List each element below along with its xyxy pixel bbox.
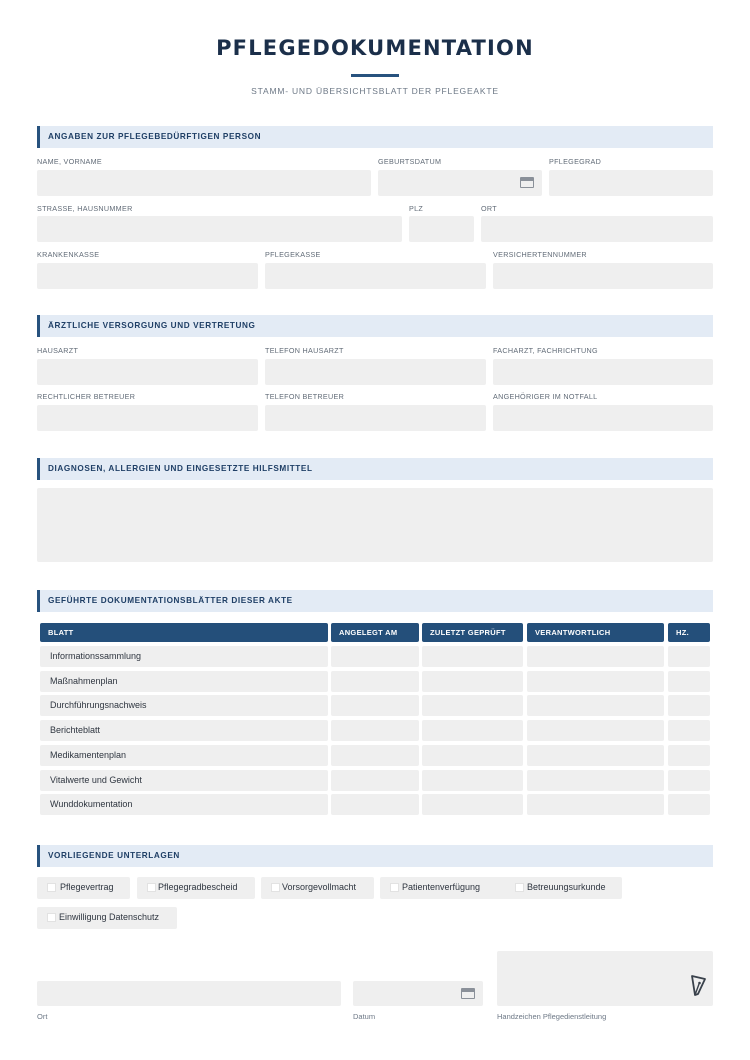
table-cell-input[interactable] xyxy=(331,720,419,741)
column-header-last-checked: ZULETZT GEPRÜFT xyxy=(422,623,523,642)
insurance-number-label: VERSICHERTENNUMMER xyxy=(493,250,587,259)
specialist-label: FACHARZT, FACHRICHTUNG xyxy=(493,346,598,355)
table-cell-input[interactable] xyxy=(668,646,710,667)
checkbox[interactable] xyxy=(47,913,56,922)
table-cell-input[interactable] xyxy=(527,646,664,667)
section-documents-title: VORLIEGENDE UNTERLAGEN xyxy=(48,851,180,860)
table-row-sheet-name xyxy=(40,695,328,716)
care-insurance-label: PFLEGEKASSE xyxy=(265,250,321,259)
street-label: STRASSE, HAUSNUMMER xyxy=(37,204,133,213)
gp-phone-field[interactable] xyxy=(265,359,486,385)
name-label: NAME, VORNAME xyxy=(37,157,103,166)
column-header-responsible: VERANTWORTLICH xyxy=(527,623,664,642)
zip-field[interactable] xyxy=(409,216,474,242)
column-header-created: ANGELEGT AM xyxy=(331,623,419,642)
section-documents-header xyxy=(37,845,713,867)
checkbox[interactable] xyxy=(47,883,56,892)
place-label: Ort xyxy=(37,1012,48,1021)
table-cell-input[interactable] xyxy=(422,745,523,766)
health-insurance-field[interactable] xyxy=(37,263,258,289)
specialist-field[interactable] xyxy=(493,359,713,385)
document-checkbox-care-level-notice[interactable]: Pflegegradbescheid xyxy=(137,877,255,899)
place-field[interactable] xyxy=(37,981,341,1006)
table-row-sheet-name xyxy=(40,646,328,667)
table-row-sheet-name xyxy=(40,794,328,815)
table-cell-input[interactable] xyxy=(668,794,710,815)
insurance-number-field[interactable] xyxy=(493,263,713,289)
birthdate-field[interactable] xyxy=(378,170,542,196)
diagnoses-textarea[interactable] xyxy=(37,488,713,562)
title-underline xyxy=(351,74,399,77)
table-cell-input[interactable] xyxy=(527,745,664,766)
gp-label: HAUSARZT xyxy=(37,346,79,355)
column-header-initials: HZ. xyxy=(668,623,710,642)
gp-phone-label: TELEFON HAUSARZT xyxy=(265,346,344,355)
table-cell-input[interactable] xyxy=(422,770,523,791)
table-cell-input[interactable] xyxy=(422,646,523,667)
care-level-field[interactable] xyxy=(549,170,713,196)
table-cell-input[interactable] xyxy=(668,770,710,791)
gp-field[interactable] xyxy=(37,359,258,385)
table-row-sheet-name xyxy=(40,770,328,791)
table-cell-input[interactable] xyxy=(527,695,664,716)
table-cell-input[interactable] xyxy=(422,720,523,741)
birthdate-label: GEBURTSDATUM xyxy=(378,157,442,166)
date-label: Datum xyxy=(353,1012,376,1021)
guardian-phone-field[interactable] xyxy=(265,405,486,431)
guardian-phone-label: TELEFON BETREUER xyxy=(265,392,345,401)
table-cell-input[interactable] xyxy=(331,745,419,766)
checkbox[interactable] xyxy=(390,883,399,892)
checkbox[interactable] xyxy=(271,883,280,892)
table-cell-input[interactable] xyxy=(331,794,419,815)
street-field[interactable] xyxy=(37,216,402,242)
sheet-name: Durchführungsnachweis xyxy=(50,700,147,710)
pen-nib-icon xyxy=(689,975,707,997)
date-field[interactable] xyxy=(353,981,483,1006)
checkbox[interactable] xyxy=(147,883,156,892)
checkbox[interactable] xyxy=(515,883,524,892)
section-person-title: ANGABEN ZUR PFLEGEBEDÜRFTIGEN PERSON xyxy=(48,132,262,141)
signature-label: Handzeichen Pflegedienstleitung xyxy=(497,1012,607,1021)
calendar-icon[interactable] xyxy=(520,177,534,188)
document-checkbox-power-of-attorney[interactable]: Vorsorgevollmacht xyxy=(261,877,374,899)
section-care-header xyxy=(37,315,713,337)
table-row-sheet-name xyxy=(40,671,328,692)
table-cell-input[interactable] xyxy=(422,794,523,815)
guardian-label: RECHTLICHER BETREUER xyxy=(37,392,136,401)
table-cell-input[interactable] xyxy=(668,671,710,692)
column-header-sheet: BLATT xyxy=(40,623,328,642)
guardian-field[interactable] xyxy=(37,405,258,431)
document-checkbox-contract[interactable]: Pflegevertrag xyxy=(37,877,130,899)
emergency-contact-field[interactable] xyxy=(493,405,713,431)
care-level-label: PFLEGEGRAD xyxy=(549,157,602,166)
table-cell-input[interactable] xyxy=(331,646,419,667)
section-sheets-title: GEFÜHRTE DOKUMENTATIONSBLÄTTER DIESER AKTE xyxy=(48,596,293,605)
table-cell-input[interactable] xyxy=(527,794,664,815)
section-diagnoses-header xyxy=(37,458,713,480)
sheet-name: Vitalwerte und Gewicht xyxy=(50,775,142,785)
sheet-name: Medikamentenplan xyxy=(50,750,127,760)
sheet-name: Wunddokumentation xyxy=(50,799,133,809)
table-cell-input[interactable] xyxy=(331,695,419,716)
table-cell-input[interactable] xyxy=(422,695,523,716)
page-title: PFLEGEDOKUMENTATION xyxy=(216,36,534,60)
table-row-sheet-name xyxy=(40,745,328,766)
section-care-title: ÄRZTLICHE VERSORGUNG UND VERTRETUNG xyxy=(48,321,256,330)
city-field[interactable] xyxy=(481,216,713,242)
table-cell-input[interactable] xyxy=(668,720,710,741)
section-person-header xyxy=(37,126,713,148)
table-cell-input[interactable] xyxy=(668,745,710,766)
table-cell-input[interactable] xyxy=(422,671,523,692)
document-checkbox-guardianship[interactable]: Betreuungsurkunde xyxy=(505,877,622,899)
signature-field[interactable] xyxy=(497,951,713,1006)
sheet-name: Informationssammlung xyxy=(50,651,142,661)
table-cell-input[interactable] xyxy=(527,720,664,741)
calendar-icon[interactable] xyxy=(461,988,475,999)
name-field[interactable] xyxy=(37,170,371,196)
sheet-name: Berichteblatt xyxy=(50,725,101,735)
table-cell-input[interactable] xyxy=(668,695,710,716)
emergency-contact-label: ANGEHÖRIGER IM NOTFALL xyxy=(493,392,598,401)
section-diagnoses-title: DIAGNOSEN, ALLERGIEN UND EINGESETZTE HILFSMITTEL xyxy=(48,464,313,473)
zip-label: PLZ xyxy=(409,204,424,213)
table-cell-input[interactable] xyxy=(331,770,419,791)
table-row-sheet-name xyxy=(40,720,328,741)
table-cell-input[interactable] xyxy=(527,770,664,791)
city-label: ORT xyxy=(481,204,497,213)
health-insurance-label: KRANKENKASSE xyxy=(37,250,100,259)
table-cell-input[interactable] xyxy=(331,671,419,692)
document-checkbox-living-will[interactable]: Patientenverfügung xyxy=(380,877,509,899)
sheet-name: Maßnahmenplan xyxy=(50,676,118,686)
document-checkbox-privacy-consent[interactable]: Einwilligung Datenschutz xyxy=(37,907,177,929)
care-insurance-field[interactable] xyxy=(265,263,486,289)
page-subtitle: STAMM- UND ÜBERSICHTSBLATT DER PFLEGEAKTE xyxy=(251,86,499,96)
table-cell-input[interactable] xyxy=(527,671,664,692)
section-sheets-header xyxy=(37,590,713,612)
